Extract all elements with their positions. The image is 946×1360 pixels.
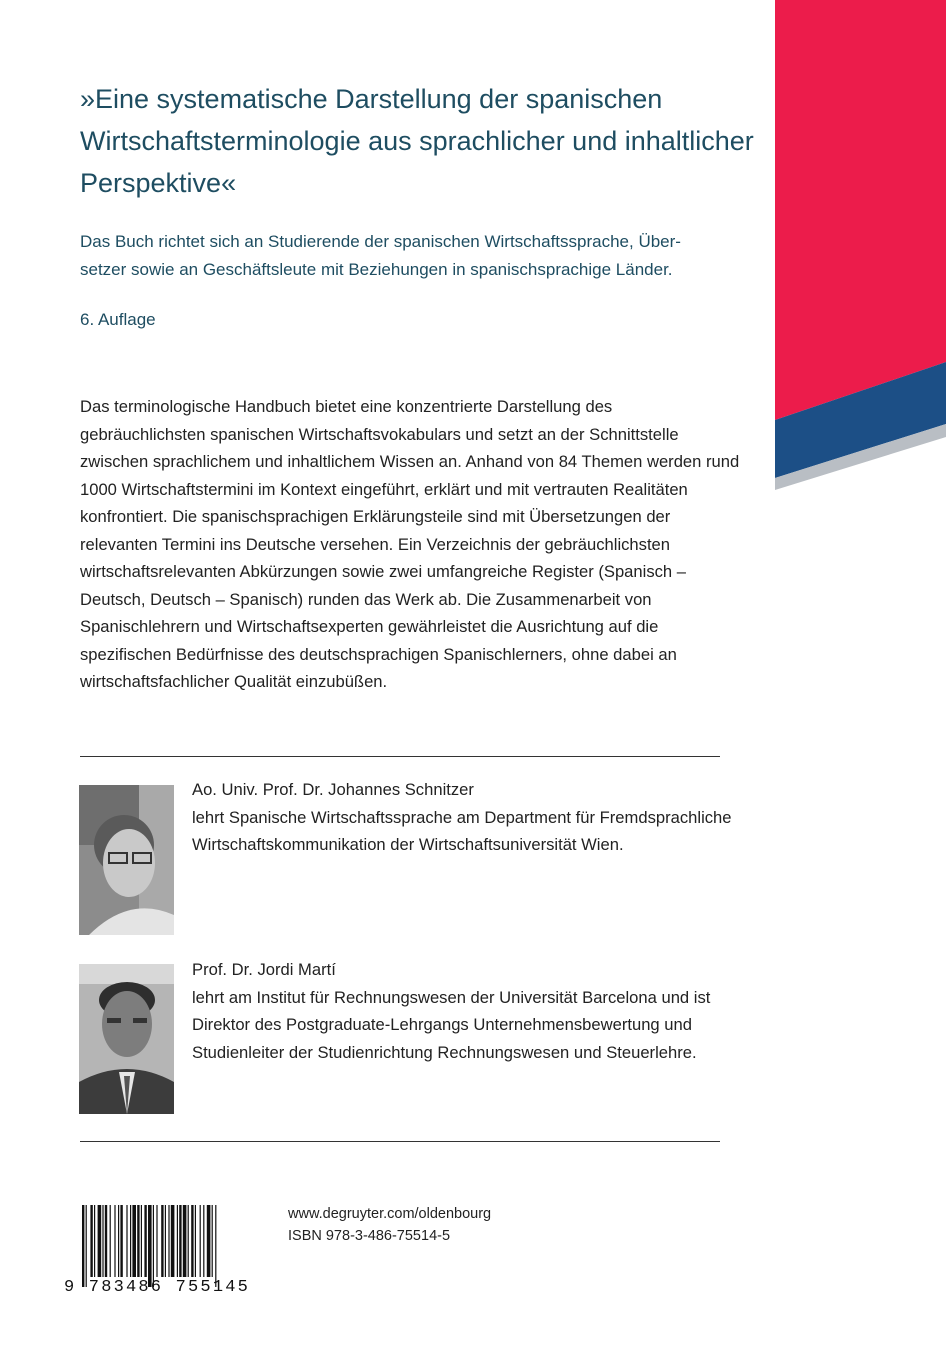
barcode-bar <box>161 1205 163 1277</box>
barcode-bar <box>144 1205 146 1277</box>
barcode-bar <box>165 1205 166 1277</box>
barcode-bar <box>171 1205 175 1277</box>
publisher-info <box>288 1203 491 1247</box>
author-bio-schnitzer <box>192 776 732 859</box>
barcode-bar <box>195 1205 196 1277</box>
author-photo-marti <box>79 964 174 1114</box>
barcode-bar <box>183 1205 187 1277</box>
headline-quote: »Eine systematische Darstellung der spanischen Wirtschaftsterminologie aus sprachlicher und inhaltlicher Perspektive« <box>80 84 754 198</box>
barcode-bar <box>102 1205 103 1277</box>
author-bio-marti <box>192 956 732 1066</box>
barcode-bar <box>177 1205 178 1277</box>
barcode-bar <box>86 1205 87 1287</box>
author-name: Prof. Dr. Jordi Martí <box>192 960 336 979</box>
barcode-bar <box>118 1205 119 1277</box>
author-bio: lehrt am Institut für Rechnungswesen der Universität Barcelona und ist Direktor des Postgraduate-Lehrgangs Unternehmensbewertung und Studienleiter der Studienrichtung Rechnungswesen und Steuerlehre. <box>192 987 711 1062</box>
barcode-bar <box>207 1205 211 1277</box>
barcode-bar <box>132 1205 136 1277</box>
barcode-bar <box>212 1205 213 1277</box>
barcode-bar <box>153 1205 154 1287</box>
barcode-bar <box>200 1205 201 1277</box>
barcode-bar <box>188 1205 189 1277</box>
intro-line-1: Das Buch richtet sich an Studierende der spanischen Wirtschaftssprache, Über- <box>80 232 681 251</box>
isbn-label: ISBN 978-3-486-75514-5 <box>288 1228 451 1244</box>
barcode-bar <box>110 1205 111 1277</box>
barcode-bar <box>215 1205 216 1287</box>
barcode-bar <box>148 1205 152 1287</box>
barcode-bar <box>120 1205 122 1277</box>
barcode-digits: 9 783486 755145 <box>64 1278 251 1297</box>
edition-label: 6. Auflage <box>80 310 156 329</box>
barcode-bar <box>137 1205 139 1277</box>
barcode-bar <box>168 1205 169 1277</box>
barcode-bar <box>130 1205 131 1277</box>
barcode-bar <box>191 1205 193 1277</box>
divider-bottom <box>80 1141 720 1142</box>
author-bio: lehrt Spanische Wirtschaftssprache am Department für Fremdsprachliche Wirtschaftskommunikation der Wirtschaftsuniversität Wien. <box>192 807 732 854</box>
intro-paragraph <box>80 228 730 284</box>
author-photo-schnitzer <box>79 785 174 935</box>
divider-top <box>80 756 720 757</box>
barcode-bar <box>90 1205 92 1277</box>
barcode-bar <box>179 1205 181 1277</box>
barcode-bar <box>94 1205 95 1277</box>
barcode-bar <box>114 1205 115 1277</box>
barcode-bar <box>156 1205 157 1277</box>
description-paragraph: Das terminologische Handbuch bietet eine konzentrierte Darstellung des gebräuchlichsten spanischen Wirtschaftsvokabulars und setzt an der Schnittstelle zwischen sprachlichem und inhaltlichem Wissen an. Anhand von 84 Themen werden rund 1000 Wirtschaftstermini im Kontext eingeführt, erklärt und mit vertrauten Realitäten konfrontiert. Die spanischsprachigen Erklärungsteile sind mit Übersetzungen der relevanten Termini ins Deutsche versehen. Ein Verzeichnis der gebräuchlichsten wirtschaftsrelevanten Abkürzungen sowie zwei umfangreiche Register (Spanisch – Deutsch, Deutsch – Spanisch) runden das Werk ab. Die Zusammenarbeit von Spanischlehrern und Wirtschaftsexperten gewährleistet die Ausrichtung auf die spezifischen Bedürfnisse des deutschsprachigen Spanischlerners, ohne dabei an wirtschaftsfachlicher Qualität einzubüßen. <box>80 397 740 691</box>
author-name: Ao. Univ. Prof. Dr. Johannes Schnitzer <box>192 780 474 799</box>
intro-line-2: setzer sowie an Geschäftsleute mit Beziehungen in spanischsprachige Länder. <box>80 260 673 279</box>
barcode-bar <box>98 1205 102 1277</box>
publisher-url[interactable]: www.degruyter.com/oldenbourg <box>288 1206 492 1222</box>
barcode-bar <box>105 1205 107 1277</box>
barcode-bar <box>203 1205 204 1277</box>
barcode-bar <box>141 1205 142 1277</box>
barcode-bar <box>82 1205 84 1287</box>
barcode-bar <box>126 1205 127 1277</box>
